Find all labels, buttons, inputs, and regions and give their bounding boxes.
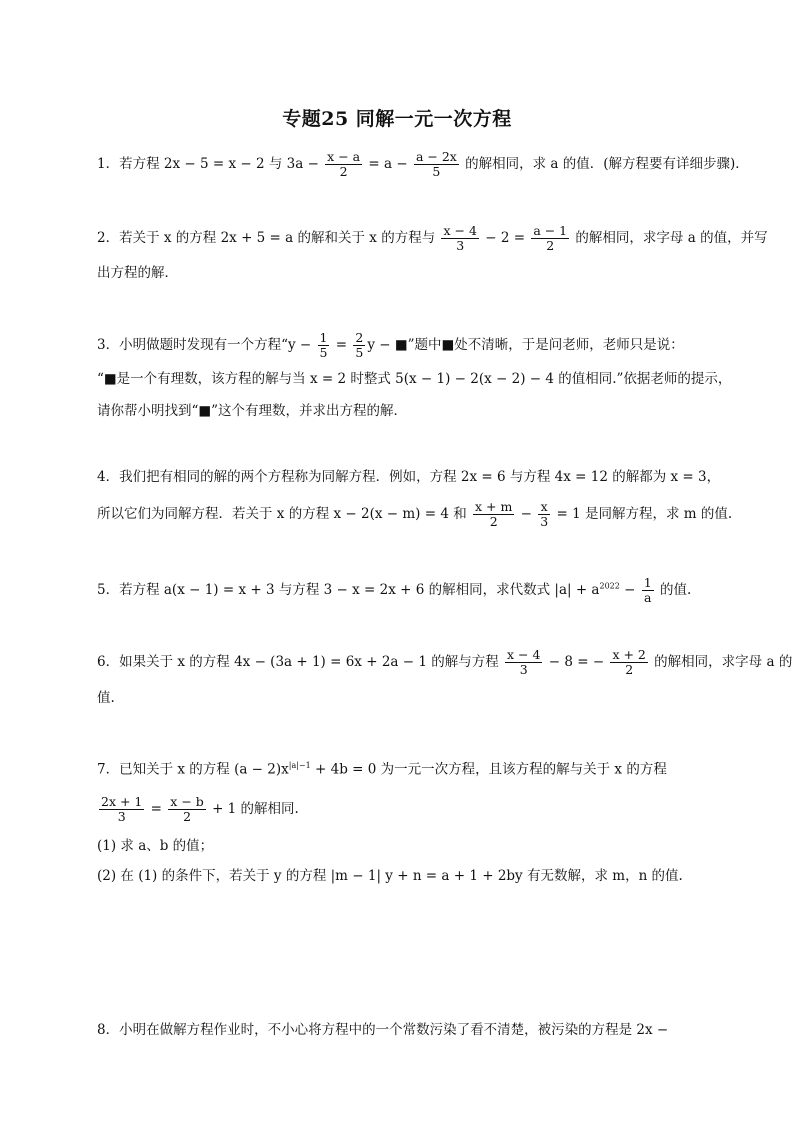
- q2-line-2: 出方程的解．: [97, 265, 178, 281]
- q2-fraction-2: [531, 224, 569, 253]
- q4-f2-den: 3: [540, 514, 549, 529]
- q4-text-c: = 1 是同解方程，求 m 的值.: [552, 506, 733, 522]
- q3-f2-den: 5: [355, 345, 364, 360]
- q3-f2-num: 2: [355, 330, 364, 345]
- q2-f2-den: 2: [546, 238, 555, 253]
- q7-f2-num: x − b: [170, 794, 204, 809]
- question-6: [97, 648, 792, 677]
- q3-fraction-1: [318, 331, 330, 360]
- q1-text-c: 的解相同，求 a 的值．(解方程要有详细步骤)．: [460, 156, 749, 172]
- q7-text-d: + 1 的解相同.: [207, 801, 299, 817]
- q3-f1-num: 1: [319, 330, 328, 345]
- q5-text-a: 5．若方程 a(x − 1) = x + 3 与方程 3 − x = 2x + 6 的解相同，求代数式 |a| + a: [97, 582, 600, 598]
- q6-fraction-2: [610, 648, 647, 677]
- q1-text-b: = a −: [364, 156, 412, 172]
- q3-text-c: y − ■”题中■处不清晰，于是问老师，老师只是说：: [367, 337, 684, 353]
- question-2: [97, 224, 768, 253]
- q4-text-a: 所以它们为同解方程．若关于 x 的方程 x − 2(x − m) = 4 和: [97, 506, 471, 522]
- q7-fraction-2: [168, 795, 205, 824]
- q2-text-b: − 2 =: [480, 230, 530, 246]
- q7-f1-num: 2x + 1: [101, 794, 143, 809]
- q3-fraction-2: [353, 331, 365, 360]
- q4-text-b: −: [516, 506, 537, 522]
- q1-f2-num: a − 2x: [415, 149, 457, 164]
- q4-line-1: 4．我们把有相同的解的两个方程称为同解方程．例如，方程 2x = 6 与方程 4x = 12 的解都为 x = 3，: [97, 469, 721, 485]
- q6-text-a: 6．如果关于 x 的方程 4x − (3a + 1) = 6x + 2a − 1 的解与方程: [97, 654, 504, 670]
- question-4-line-2: [97, 500, 732, 529]
- q3-text-a: 3．小明做题时发现有一个方程“y −: [97, 337, 316, 353]
- q1-f2-den: 5: [432, 164, 441, 179]
- question-7-line-1: [97, 756, 667, 780]
- question-7-line-2: [97, 795, 299, 824]
- q7-text-c: =: [146, 801, 167, 817]
- q6-fraction-1: [505, 648, 542, 677]
- q5-text-b: −: [619, 582, 640, 598]
- q7-fraction-1: [99, 795, 144, 824]
- q6-line-2: 值.: [97, 690, 115, 706]
- q4-fraction-1: [473, 500, 514, 529]
- q2-text-c: 的解相同，求字母 a 的值，并写: [571, 230, 768, 246]
- q4-f1-num: x + m: [475, 499, 513, 514]
- q1-fraction-1: [325, 150, 362, 179]
- page-title: 专题25 同解一元一次方程: [282, 108, 512, 130]
- q4-f2-num: x: [538, 500, 550, 515]
- q3-line-3: 请你帮小明找到“■”这个有理数，并求出方程的解．: [97, 403, 408, 419]
- q3-line-2: “■是一个有理数，该方程的解与当 x = 2 时整式 5(x − 1) − 2(x − 2) − 4 的值相同.”依据老师的提示，: [97, 371, 732, 387]
- q2-f1-num: x − 4: [443, 223, 477, 238]
- q5-f1-den: a: [644, 590, 652, 605]
- question-1: [97, 150, 749, 179]
- q5-fraction-1: [642, 576, 654, 605]
- question-3: [97, 331, 684, 360]
- q3-text-b: =: [331, 337, 352, 353]
- q6-f1-den: 3: [519, 662, 528, 677]
- q5-f1-num: 1: [643, 575, 652, 590]
- q5-text-c: 的值.: [655, 582, 692, 598]
- q6-text-c: 的解相同，求字母 a 的: [649, 654, 793, 670]
- q7-f2-den: 2: [183, 809, 192, 824]
- q3-f1-den: 5: [319, 345, 328, 360]
- q7-sub-2: (2) 在 (1) 的条件下，若关于 y 的方程 |m − 1| y + n = a + 1 + 2by 有无数解，求 m，n 的值.: [97, 868, 683, 884]
- q1-text-a: 1．若方程 2x − 5 = x − 2 与 3a −: [97, 156, 324, 172]
- q6-f1-num: x − 4: [507, 647, 541, 662]
- q6-f2-num: x + 2: [612, 647, 646, 662]
- q5-exponent: 2022: [599, 581, 620, 591]
- q2-text-a: 2．若关于 x 的方程 2x + 5 = a 的解和关于 x 的方程与: [97, 230, 440, 246]
- q4-fraction-2: [538, 500, 550, 529]
- q6-f2-den: 2: [625, 662, 634, 677]
- q1-fraction-2: [414, 150, 459, 179]
- q7-exponent: |a|−1: [288, 761, 311, 770]
- q2-fraction-1: [441, 224, 478, 253]
- q6-text-b: − 8 = −: [544, 654, 609, 670]
- q7-sub-1: (1) 求 a、b 的值；: [97, 838, 214, 854]
- q2-f2-num: a − 1: [533, 223, 568, 238]
- q7-f1-den: 3: [117, 809, 126, 824]
- q8-line-1: 8．小明在做解方程作业时，不小心将方程中的一个常数污染了看不清楚，被污染的方程是 2x −: [97, 1022, 669, 1038]
- q1-f1-num: x − a: [327, 149, 361, 164]
- q1-f1-den: 2: [339, 164, 348, 179]
- q4-f1-den: 2: [489, 514, 498, 529]
- question-5: [97, 576, 691, 605]
- q7-text-b: + 4b = 0 为一元一次方程，且该方程的解与关于 x 的方程: [310, 761, 667, 778]
- q7-text-a: 7．已知关于 x 的方程 (a − 2)x: [97, 761, 289, 778]
- q2-f1-den: 3: [456, 238, 465, 253]
